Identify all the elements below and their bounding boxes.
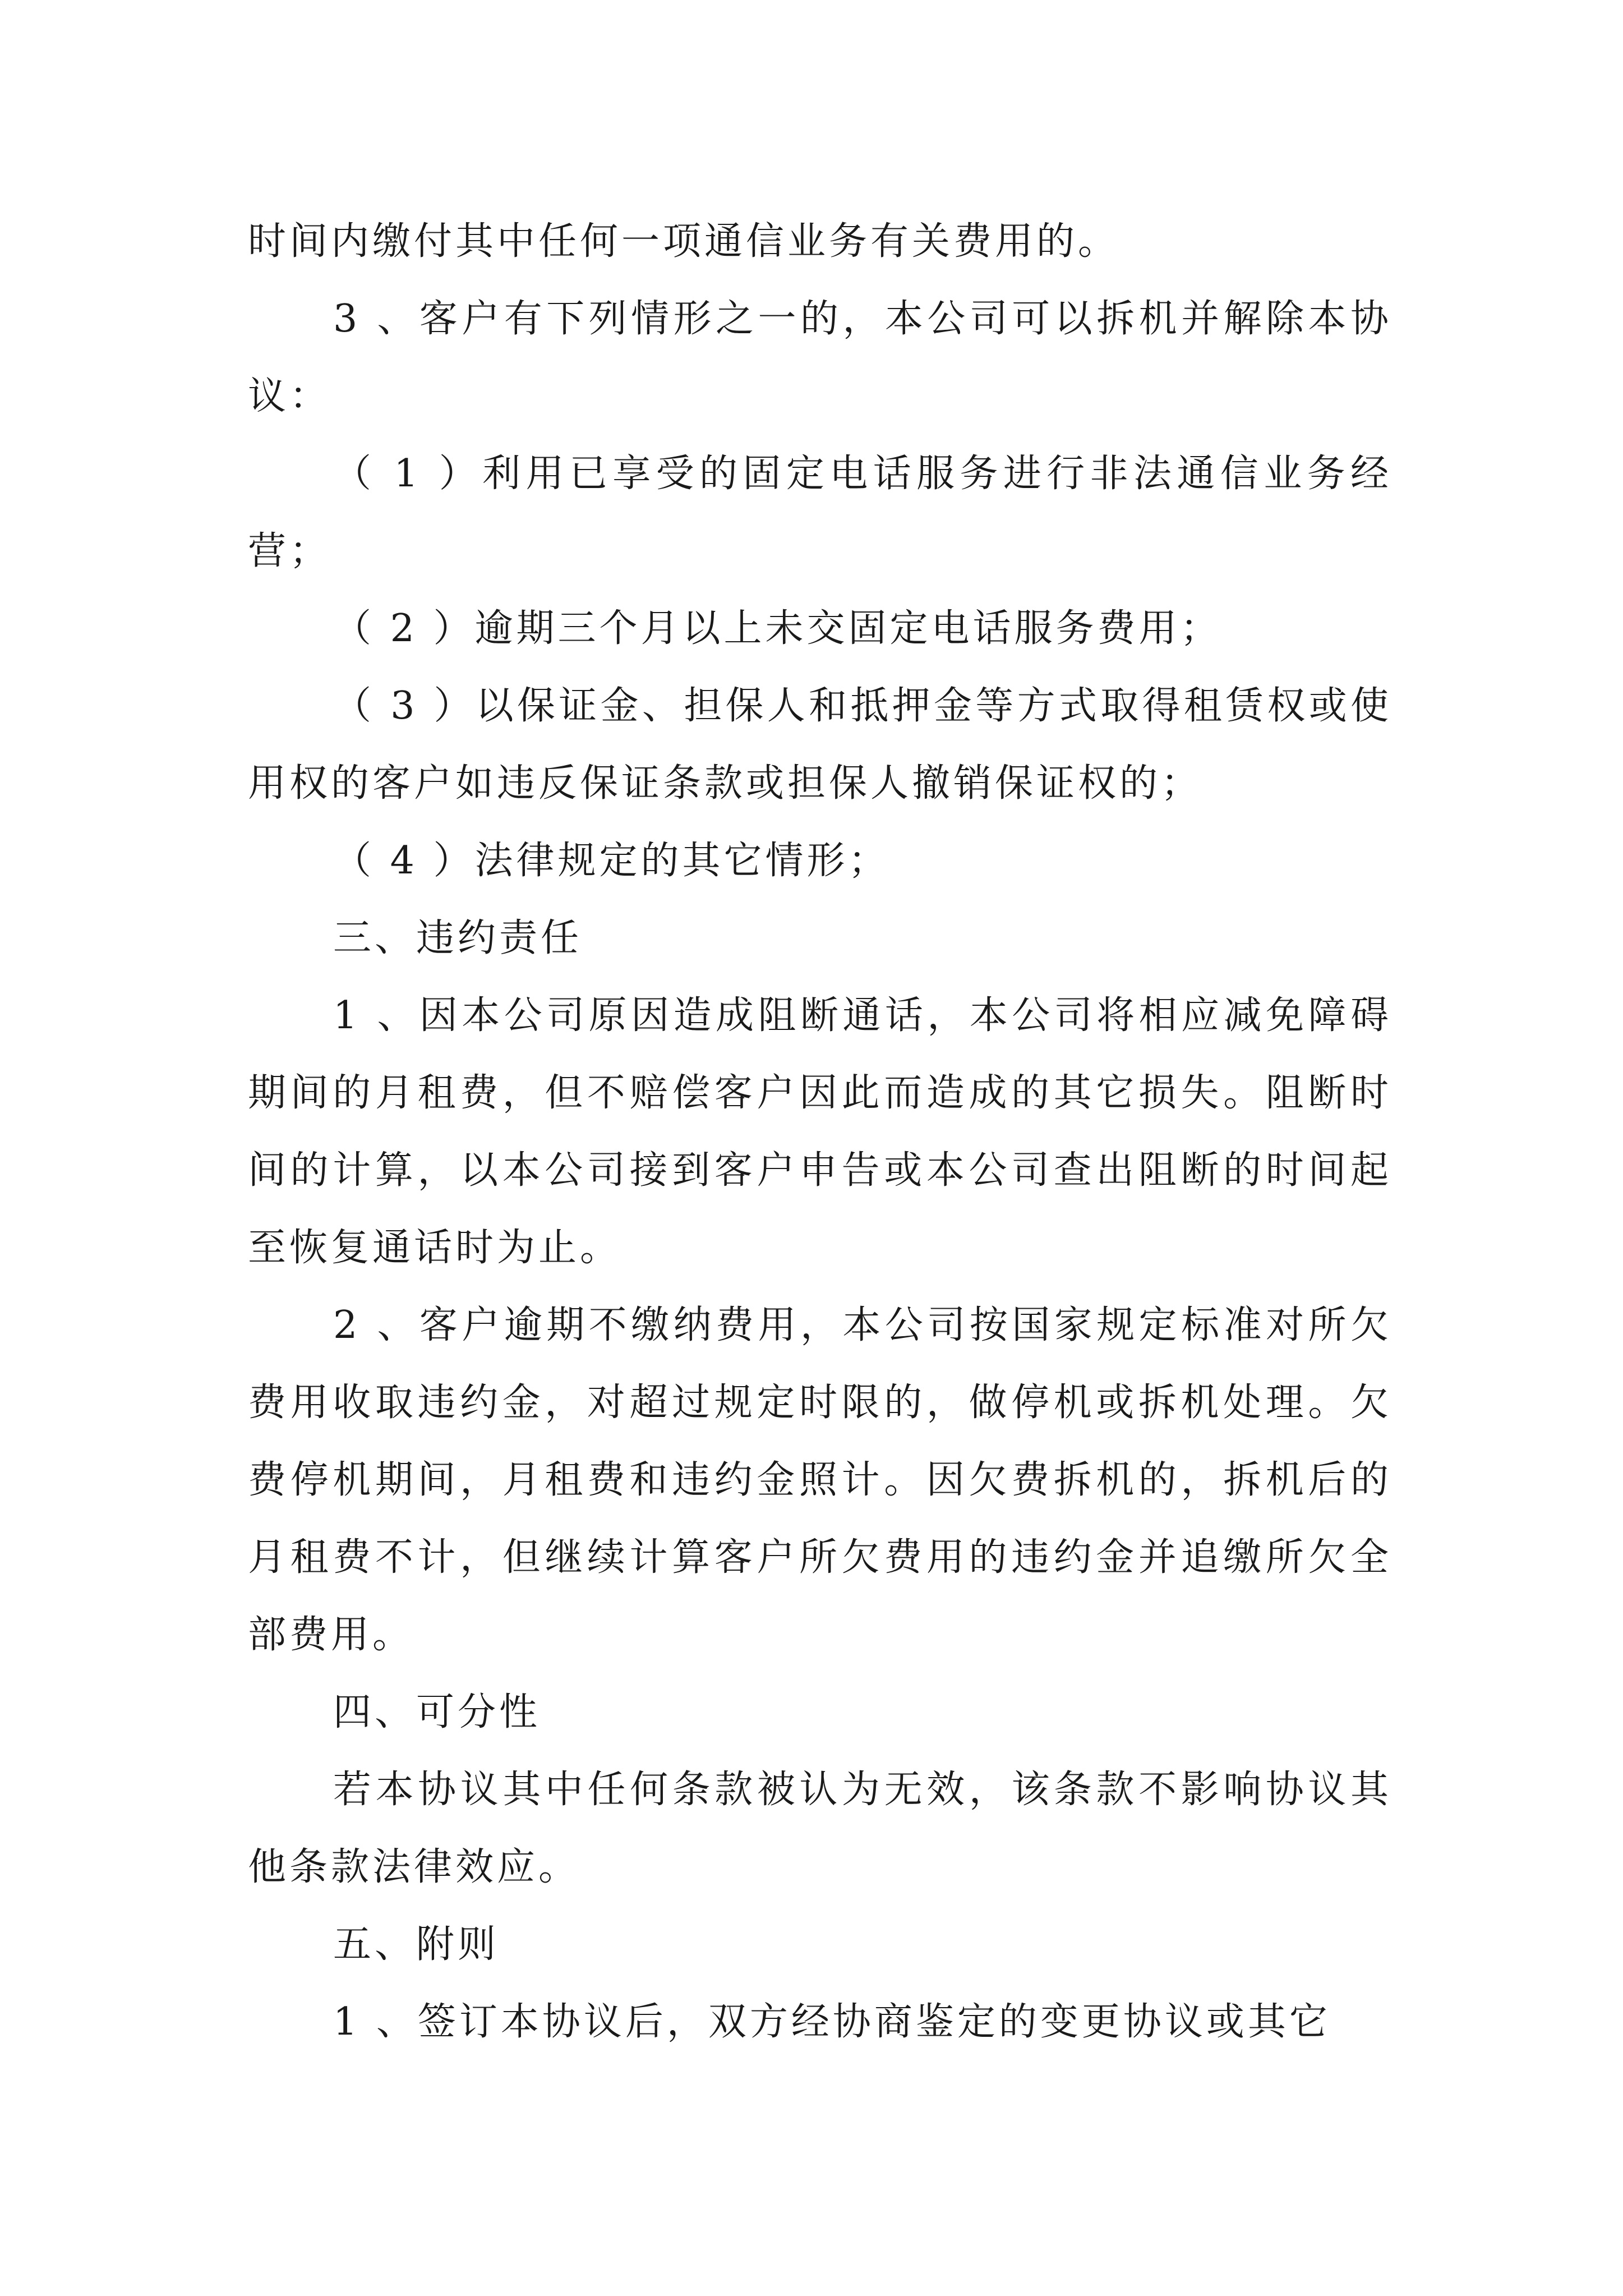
paragraph-9: 若本协议其中任何条款被认为无效，该条款不影响协议其他条款法律效应。 [248,1768,1392,1889]
paragraph-1: 时间内缴付其中任何一项通信业务有关费用的。 [248,219,1120,264]
paragraph-10: 1 、签订本协议后，双方经协商鉴定的变更协议或其它 [333,2000,1331,2044]
paragraph-6: （ 4 ）法律规定的其它情形； [333,839,890,883]
section-heading-supplementary: 五、附则 [333,1922,500,1967]
paragraph-7: 1 、因本公司原因造成阻断通话，本公司将相应减免障碍期间的月租费，但不赔偿客户因此而造成的其它损失。阻断时间的计算，以本公司接到客户申告或本公司查出阻断的时间起至恢复通话时为止。 [248,993,1392,1270]
section-heading-severability: 四、可分性 [333,1690,541,1734]
paragraph-5: （ 3 ）以保证金、担保人和抵押金等方式取得租赁权或使用权的客户如违反保证条款或担保人撤销保证权的； [248,684,1392,806]
paragraph-3: （ 1 ）利用已享受的固定电话服务进行非法通信业务经营； [248,452,1392,573]
paragraph-8: 2 、客户逾期不缴纳费用，本公司按国家规定标准对所欠费用收取违约金，对超过规定时限的，做停机或拆机处理。欠费停机期间，月租费和违约金照计。因欠费拆机的，拆机后的月租费不计，但继续计算客户所欠费用的违约金并追缴所欠全部费用。 [248,1303,1392,1657]
paragraph-2: 3 、客户有下列情形之一的，本公司可以拆机并解除本协议： [248,297,1392,418]
document-body [248,203,1392,2061]
section-heading-breach-liability: 三、违约责任 [333,916,583,960]
paragraph-4: （ 2 ）逾期三个月以上未交固定电话服务费用； [333,606,1222,651]
